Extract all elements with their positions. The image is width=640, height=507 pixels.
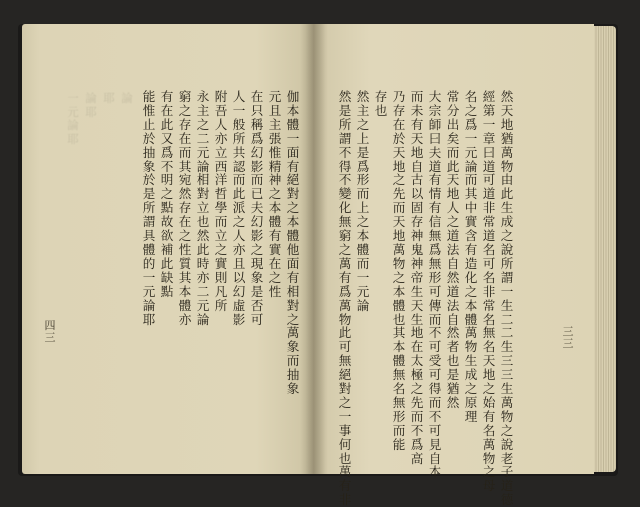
page-edges [594,26,616,472]
bleed-through-text: 一元論耶 [67,91,79,146]
text-column: 窮之存在而其宛然存在之性質其本體亦 [178,89,192,327]
left-page [22,24,314,474]
text-column: 在只稱爲幻影而已夫幻影之現象是否可 [250,89,264,327]
text-column: 元且主張惟精神之本體有實在之性 [268,89,282,299]
text-column: 有在此又爲不明之點故欲補此缺點 [160,89,174,299]
text-column: 而未有天地自古以固存神鬼神帝生天生地在太極之先而不爲高 [410,89,424,466]
bleed-through-text: 論 [121,91,133,105]
text-column: 然天地猶萬物由此生成之說所謂一生二二生三三生萬物之說老子道德 [500,89,514,507]
text-column: 經第一章曰道可道非常道名可名非常名無名天地之始有名萬物之母 [482,89,496,494]
bleed-through-text: 論耶 [85,91,97,119]
book-gutter [300,24,328,474]
bleed-through-text: 耶 [103,91,115,105]
right-page [314,24,594,507]
page-number: 三三 [562,325,574,350]
text-column: 然是所謂不得不變化無窮之萬有爲萬物此可無絕對之一事何也萬有非 [338,89,352,507]
text-column: 永主之二元論相對立也然此時亦二元論 [196,89,210,327]
text-column: 大宗師曰夫道有情有信無爲無形可傳而不可受可得而不可見自本 [428,89,442,480]
text-column: 乃存在於天地之先而天地萬物之本體也其本體無名無形而能 [392,89,406,452]
text-column: 常分出矣而此天地人之道法自然道法自然者也是猶然 [446,89,460,410]
text-column: 人一般所共認而此派之人亦且以幻虛影 [232,89,246,327]
text-column: 然主之上是爲形而上之本體而一元論 [356,89,370,313]
text-column: 存也 [374,89,388,118]
text-column: 名之爲一元論而其中實含有造化之本體萬物生成之原理 [464,89,478,424]
page-number: 四三 [44,319,56,344]
text-column: 能惟止於抽象於是所謂具體的一元論耶 [142,89,156,327]
text-column: 附吾人亦立西洋哲學而立之實則凡所 [214,89,228,313]
text-column: 伽本體一面有絕對之本體他面有相對之萬象而抽象 [286,89,300,397]
